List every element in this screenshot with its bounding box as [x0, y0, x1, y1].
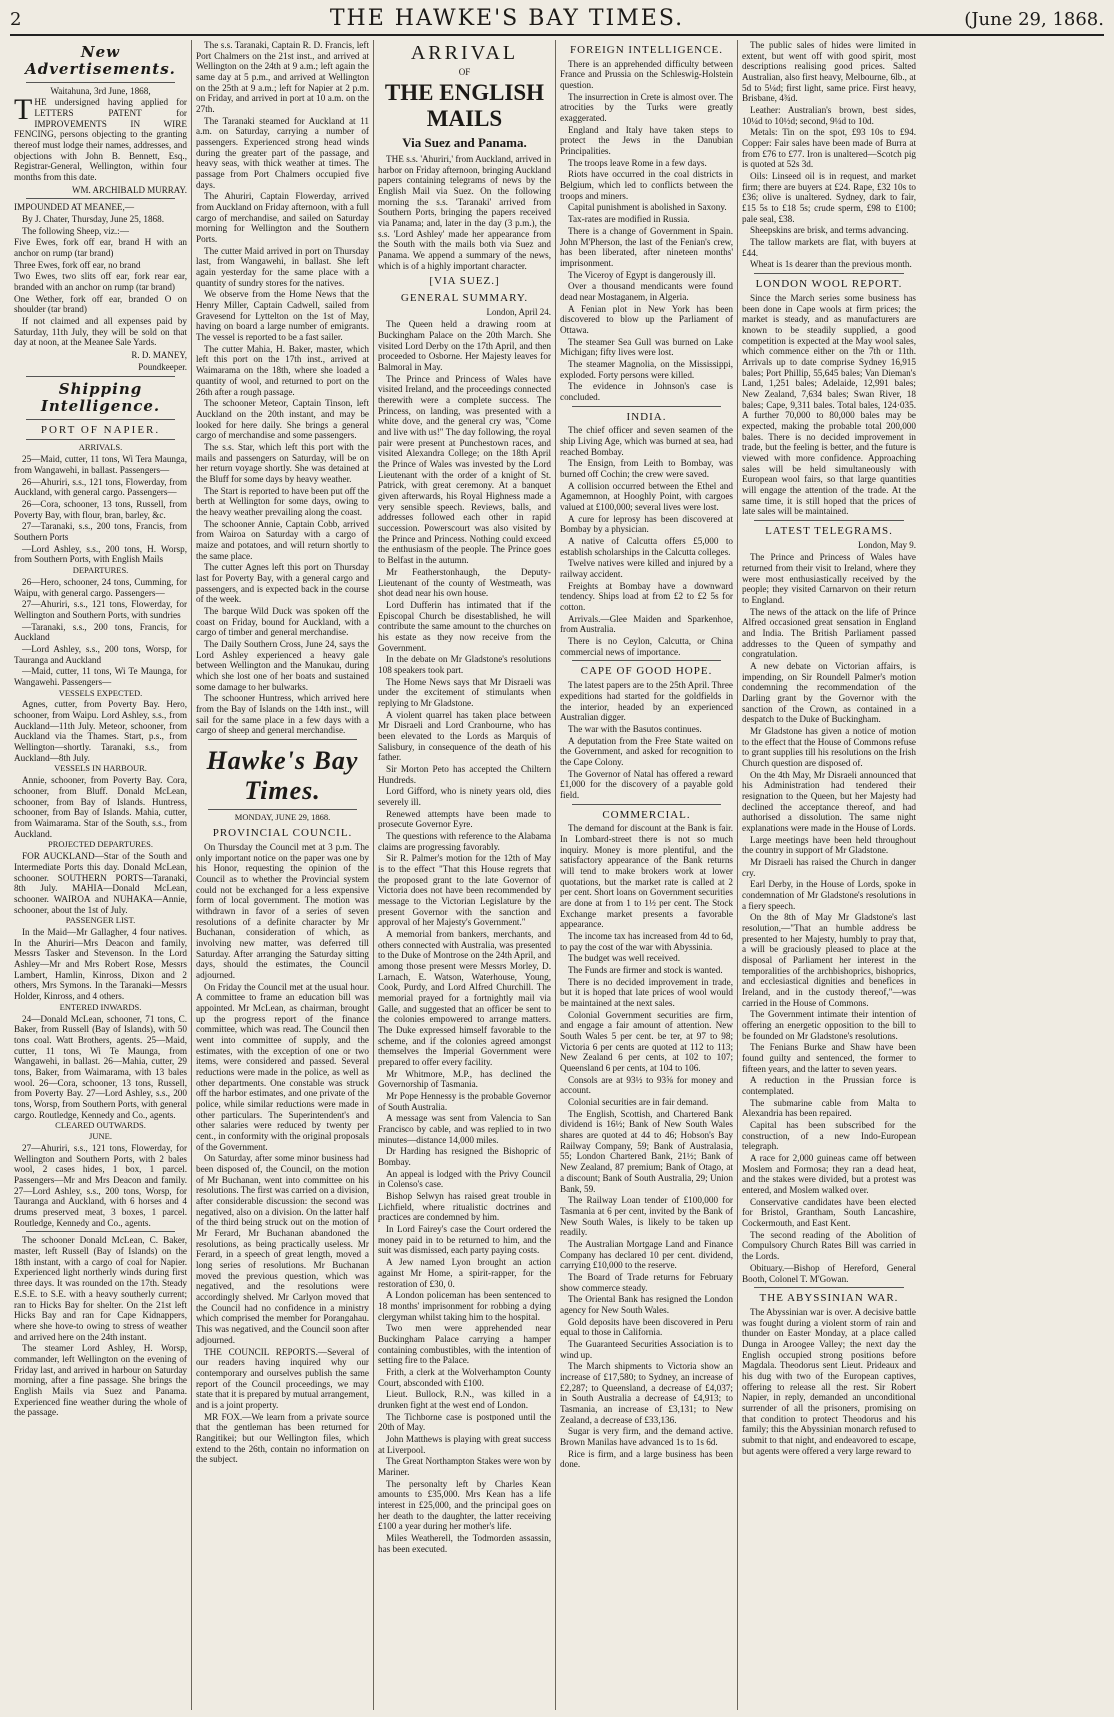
commercial-paragraph: Gold deposits have been discovered in Peru equal to those in California.	[560, 1316, 733, 1338]
commercial-paragraph: The income tax has increased from 4d to 6d, to pay the cost of the war with Abyssinia.	[560, 931, 733, 952]
council-paragraph: On Friday the Council met at the usual hour. A committee to frame an education bill was appointed. Mr McLean, as chairman, brought up the progress report of the finance committee, which was read. The Council then went into committee of supply, and the estimates, with the exception of one or two items, were considered and passed. Several reductions were made in the police, as well as other departments. One constable was struck off the harbor estimates, and one private of the police, while similar reductions were made in other particulars. The Superintendent's and other salaries were reduced by twenty per cent., in conformity with the original proposals of the Government.	[196, 981, 369, 1152]
column-5	[738, 40, 920, 1710]
ad-patent-text	[14, 93, 187, 183]
market-paragraph: Leather: Australian's brown, best sides, 10¼d to 10½d; second, 9¼d to 10d.	[742, 105, 916, 126]
commercial-paragraph: The English, Scottish, and Chartered Bank dividend is 16½; Bank of New South Wales shares are quoted at 44 to 46; Hobson's Bay Railway Company, 59; Bank of Australasia, 55; London Chartered Bank, 21½; Bank of New Zealand, 87 premium; Bank of Otago, at a discount; Bank of South Australia, 29; Union Bank, 59.	[560, 1108, 733, 1194]
telegram-paragraph: The Government intimate their intention of offering an energetic opposition to the bill to be founded on Mr Gladstone's resolutions.	[742, 1009, 916, 1041]
projected-list: FOR AUCKLAND—Star of the South and Intermediate Ports this day. Donald McLean, schooner. SOUTHERN PORTS—Taranaki, 8th July. MAHIA—Donald McLean, schooner. WAIROA and NUHAKA—Annie, schooner, about the 1st of July.	[14, 851, 187, 915]
news-paragraph: Lieut. Bullock, R.N., was killed in a drunken fight at the west end of London.	[378, 1389, 551, 1410]
council-paragraph: THE COUNCIL REPORTS.—Several of our readers having inquired why our contemporary and ourselves publish the same report of the Council proceedings, we may state that it is prepared by mutual arrangement, and is a joint property.	[196, 1346, 369, 1410]
wool-report-heading: LONDON WOOL REPORT.	[755, 278, 903, 291]
news-paragraph: John Matthews is playing with great success at Liverpool.	[378, 1433, 551, 1455]
divider	[26, 1231, 175, 1232]
ad-signature: WM. ARCHIBALD MURRAY.	[71, 184, 187, 195]
council-heading: PROVINCIAL COUNCIL.	[212, 827, 353, 840]
news-paragraph: Lord Dufferin has intimated that if the Episcopal Church be disestablished, he will contribute the same amount to the churches on his estate as they now receive from the Government.	[378, 599, 551, 653]
ad-dateline: Waitahuna, 3rd June, 1868,	[50, 85, 151, 96]
india-paragraph: Freights at Bombay have a downward tendency. Ships load at from £2 to £2 5s for cotton.	[560, 580, 733, 613]
impound-by: By J. Chater, Thursday, June 25, 1868.	[22, 213, 165, 224]
telegram-paragraph: A new debate on Victorian affairs, is impending, on Sir Roundell Palmer's motion condemning the recommendation of the Darling grant by the Governor with the sanction of the Crown, as contained in a despatch to the Duke of Buckingham.	[742, 660, 916, 725]
india-paragraph: There is no Ceylon, Calcutta, or China commercial news of importance.	[560, 636, 733, 657]
poundkeeper-name: R. D. MANEY,	[131, 350, 187, 360]
cape-paragraph: The war with the Basutos continues.	[568, 723, 702, 734]
telegram-paragraph: Conservative candidates have been elected for Bristol, Grantham, South Lancashire, Cockermouth, and East Kent.	[742, 1196, 916, 1229]
commercial-paragraph: The Australian Mortgage Land and Finance Company has declared 10 per cent. dividend, carrying £10,000 to the reserve.	[560, 1238, 733, 1271]
ads-heading: New Advertisements.	[25, 43, 176, 79]
departure-entry: 27—Ahuriri, s.s., 121 tons, Flowerday, for Wellington and Southern Ports, with sundries	[14, 599, 187, 620]
departure-entry: —Lord Ashley, s.s., 200 tons, Worsp, for Tauranga and Auckland	[14, 643, 187, 665]
foreign-paragraph: The steamer Sea Gull was burned on Lake Michigan; fifty lives were lost.	[560, 336, 733, 358]
expected-list: Agnes, cutter, from Poverty Bay. Hero, schooner, from Waipu. Lord Ashley, s.s., from Auckland—11th July. Meteor, schooner, from Auckland via the Thames. Start, p.s., from Wellington—shortly. Taranaki, s.s., from Auckland—8th July.	[14, 699, 187, 763]
newspaper-title: THE HAWKE'S BAY TIMES.	[329, 6, 685, 31]
shipping-paragraph: The barque Wild Duck was spoken off the coast on Friday, bound for Auckland, with a cargo of timber and general merchandise.	[196, 605, 369, 638]
column-4	[556, 40, 738, 1710]
india-paragraph: Arrivals.—Glee Maiden and Sparkenhoe, from Australia.	[560, 613, 733, 635]
telegram-paragraph: Obituary.—Bishop of Hereford, General Booth, Colonel T. M'Gowan.	[742, 1262, 916, 1284]
commercial-paragraph: The Railway Loan tender of £100,000 for Tasmania at 6 per cent, invited by the Bank of New South Wales, is likely to be taken up readily.	[560, 1195, 733, 1238]
telegram-paragraph: Capital has been subscribed for the construction, of a new Indo-European telegraph.	[742, 1120, 916, 1152]
foreign-paragraph: The troops leave Rome in a few days.	[568, 157, 707, 168]
drop-cap: T	[14, 93, 33, 127]
editorial-date: MONDAY, JUNE 29, 1868.	[234, 812, 331, 823]
arrival-heading: ARRIVAL	[410, 42, 519, 64]
column-3	[374, 40, 556, 1710]
telegram-paragraph: A reduction in the Prussian force is contemplated.	[742, 1075, 916, 1097]
column-2	[192, 40, 374, 1710]
foreign-paragraph: A Fenian plot in New York has been discovered to blow up the Parliament of Ottawa.	[560, 303, 733, 335]
shipping-paragraph: The cutter Mahia, H. Baker, master, which left this port on the 17th inst., arrived at Waimarama on the 18th, where she loaded a quantity of wool, and returned to port on the 26th after a rough passage.	[196, 343, 369, 397]
foreign-paragraph: The evidence in Johnson's case is concluded.	[560, 381, 733, 402]
telegram-paragraph: Large meetings have been held throughout the country in support of Mr Gladstone.	[742, 834, 916, 856]
news-paragraph: Two men were apprehended near Buckingham Palace carrying a hamper containing combustibles, with the intention of setting fire to the Palace.	[378, 1323, 551, 1366]
council-paragraph: MR FOX.—We learn from a private source that the gentleman has been returned for Rangitikei; but our Wellington files, which extend to the 26th, contain no information on the subject.	[196, 1411, 369, 1465]
commercial-paragraph: Consols are at 93½ to 93⅝ for money and account.	[560, 1074, 733, 1096]
commercial-paragraph: The demand for discount at the Bank is fair. In Lombard-street there is not so much inquiry. Money is more plentiful, and the satisfactory appearance of the Bank returns will tend to make brokers work at lower quotations, but the market rate is called at 2 per cent. Short loans on Government securities are done at from 1 to 1½ per cent. The Stock Exchange market presents a favorable appearance.	[560, 823, 733, 930]
news-paragraph: The Home News says that Mr Disraeli was under the excitement of stimulants when replying to Mr Gladstone.	[378, 676, 551, 708]
news-paragraph: The Queen held a drawing room at Buckingham Palace on the 20th March. She visited Lord Derby on the 17th April, and then proceeded to Osborne. Her Majesty leaves for Balmoral in May.	[378, 319, 551, 373]
poundkeeper-title: Poundkeeper.	[138, 362, 187, 373]
news-paragraph: Miles Weatherell, the Todmorden assassin, has been executed.	[378, 1532, 551, 1554]
ad-patent-body: HE undersigned having applied for LETTERS PATENT for IMPROVEMENTS IN WIRE FENCING, persons objecting to the granting thereof must lodge their names, addresses, and objections with John B. Bennett, Esq., Registrar-General, Wellington, within four months from this date.	[14, 97, 187, 183]
shipping-paragraph: The schooner Huntress, which arrived here from the Bay of Islands on the 14th inst., will sail for the same place in a few days with a cargo of sheep and general merchandise.	[196, 693, 369, 736]
market-paragraph: The public sales of hides were limited in extent, but went off with good spirit, most descriptions realising good prices. Salted Australian, also first heavy, Melbourne, 6lb., at 5d to 5¼d; first light, same price. First heavy, Brisbane, 4¾d.	[742, 40, 916, 104]
news-paragraph: A violent quarrel has taken place between Mr Disraeli and Lord Cranbourne, who has been elevated to the Lords as Marquis of Salisbury, in consequence of the death of his father.	[378, 709, 551, 763]
market-paragraph: The tallow markets are flat, with buyers at £44.	[742, 237, 916, 258]
commercial-paragraph: The Guaranteed Securities Association is to wind up.	[560, 1338, 733, 1360]
divider	[26, 376, 175, 377]
divider	[572, 406, 721, 407]
news-paragraph: The Tichborne case is postponed until the 20th of May.	[378, 1411, 551, 1433]
india-paragraph: A native of Calcutta offers £5,000 to establish scholarships in the Calcutta colleges.	[560, 536, 733, 557]
news-paragraph: Sir Morton Peto has accepted the Chiltern Hundreds.	[378, 763, 551, 785]
india-paragraph: The chief officer and seven seamen of the ship Living Age, which was burned at sea, had reached Bombay.	[560, 425, 733, 457]
council-paragraph: On Saturday, after some minor business had been disposed of, the Council, on the motion of Mr Buchanan, went into committee on his resolutions. The first was carried on a division, after considerable discussion: the second was negatived, also on a division. On the latter half of the third being struck out on the motion of Mr Ferard, Mr Buchanan abandoned the resolutions, as being practically useless. Mr Ferard, in a speech of great length, moved a long series of resolutions. Mr Buchanan moved the previous question, which was negatived, and the resolutions were accordingly shelved. Mr Carlyon moved that the Council had no confidence in a ministry which comprised the member for Porangahau. This was negatived, and the Council soon after adjourned.	[196, 1153, 369, 1345]
india-paragraph: Twelve natives were killed and injured by a railway accident.	[560, 558, 733, 580]
arrivals-heading: ARRIVALS.	[78, 442, 123, 453]
editorial-nameplate: Hawke's Bay Times.	[206, 746, 359, 806]
news-paragraph: Dr Harding has resigned the Bishopric of Bombay.	[378, 1146, 551, 1168]
market-paragraph: Oils: Linseed oil is in request, and market firm; there are buyers at £24. Rape, £32 10s to £36; olive is unaltered. Sydney, dark to fair, £15 5s to £18 5s; crude sperm, £98 to £100; pale seal, £38.	[742, 171, 916, 224]
entered-list: 24—Donald McLean, schooner, 71 tons, C. Baker, from Russell (Bay of Islands), with 50 tons coal. Watt Brothers, agents. 25—Maid, cutter, 11 tons, Wi Te Maunga, from Wangawehi, in ballast. 26—Mahia, cutter, 29 tons, Baker, from Waimarama, with 13 bales wool. 26—Cora, schooner, 13 tons, Russell, from Poverty Bay. 27—Lord Ashley, s.s., 200 tons, Worsp, from Southern Ports, with general cargo. Routledge, Kennedy and Co., agents.	[14, 1013, 187, 1120]
telegram-paragraph: On the 8th of May Mr Gladstone's last resolution,—"That an humble address be presented to her Majesty, humbly to pray that, a will be graciously pleased to place at the disposal of Parliament her interest in the temporalities of the archbishoprics, bishoprics, and ecclesiastical dignities and benefices in Ireland, and in the custody thereof,"—was carried in the House of Commons.	[742, 912, 916, 1008]
commercial-paragraph: There is no decided improvement in trade, but it is hoped that late prices of wool would be maintained at the next sales.	[560, 976, 733, 1009]
expected-heading: VESSELS EXPECTED.	[58, 687, 143, 698]
passenger-heading: PASSENGER LIST.	[65, 915, 136, 926]
commercial-paragraph: Colonial Government securities are firm, and engage a fair amount of attention. New South Wales 5 per cent. be ter, at 97 to 98; Victoria 6 per cents are quoted at 112 to 113; New Zealand 6 per cents, at 102 to 107; Queensland 6 per cents, at 104 to 106.	[560, 1009, 733, 1074]
arrival-of: OF	[458, 67, 471, 78]
telegram-paragraph: Mr Gladstone has given a notice of motion to the effect that the House of Commons refuse to grant supplies till his resolutions on the Irish Church question are disposed of.	[742, 725, 916, 768]
market-paragraph: Sheepskins are brisk, and terms advancing.	[750, 225, 909, 236]
telegram-paragraph: The second reading of the Abolition of Compulsory Church Rates Bill was carried in the Lords.	[742, 1229, 916, 1262]
shipping-heading: Shipping Intelligence.	[40, 379, 161, 416]
divider	[572, 804, 721, 805]
news-paragraph: Sir R. Palmer's motion for the 12th of May is to the effect "That this House regrets that the proposed grant to the late Governor of Victoria does not have been recommended by message to the Victorian Legislature by the present Governor with the sanction and approval of her Majesty's Government."	[378, 853, 551, 928]
summary-heading: GENERAL SUMMARY.	[400, 292, 529, 305]
port-heading: PORT OF NAPIER.	[40, 423, 161, 436]
departure-entry: —Taranaki, s.s., 200 tons, Francis, for Auckland	[14, 621, 187, 643]
telegram-paragraph: Earl Derby, in the House of Lords, spoke in condemnation of Mr Gladstone's resolutions in a fiery speech.	[742, 879, 916, 911]
masthead	[10, 6, 1104, 36]
columns	[10, 40, 1104, 1710]
shipping-paragraph: The cutter Agnes left this port on Thursday last for Poverty Bay, with a general cargo and passengers, and is expected back in the course of the week.	[196, 562, 369, 605]
suez-heading: [VIA SUEZ.]	[429, 275, 500, 288]
foreign-paragraph: There is an apprehended difficulty between France and Prussia on the Schleswig-Holstein question.	[560, 58, 733, 91]
foreign-paragraph: England and Italy have taken steps to protect the Jews in the Danubian Principalities.	[560, 124, 733, 157]
telegram-paragraph: The submarine cable from Malta to Alexandria has been repaired.	[742, 1097, 916, 1119]
mail-intro: THE s.s. 'Ahuriri,' from Auckland, arrived in harbor on Friday afternoon, bringing Auckland papers containing telegrams of news by the English Mail via Suez. On the following morning the s.s. 'Taranaki' arrived from Southern Ports, bringing the papers received via Panama; and, later in the day (3 p.m.), the s.s. 'Lord Ashley' made her appearance from the South with the mails both via Suez and Panama. We append a summary of the news, which is of a highly important character.	[378, 154, 551, 271]
news-paragraph: Mr Featherstonhaugh, the Deputy-Lieutenant of the county of Westmeath, was shot dead near his own house.	[378, 566, 551, 599]
impound-item: Five Ewes, fork off ear, brand H with an anchor on rump (tar brand)	[14, 237, 187, 258]
india-paragraph: A cure for leprosy has been discovered at Bombay by a physician.	[560, 513, 733, 535]
foreign-paragraph: The steamer Magnolia, on the Mississippi, exploded. Forty persons were killed.	[560, 358, 733, 380]
route-heading: Via Suez and Panama.	[402, 134, 527, 150]
commercial-paragraph: The Oriental Bank has resigned the London agency for New South Wales.	[560, 1294, 733, 1315]
news-paragraph: The questions with reference to the Alabama claims are progressing favorably.	[378, 830, 551, 852]
shipping-paragraph: The Start is reported to have been put off the berth at Wellington for some days, owing to the heavy weather prevailing along the coast.	[196, 485, 369, 517]
impound-item: Two Ewes, two slits off ear, fork rear ear, branded with an anchor on rump (tar brand)	[14, 271, 187, 292]
telegram-paragraph: A race for 2,000 guineas came off between Moslem and Formosa; they ran a dead heat, and the stakes were divided, but a protest was entered, and Moslem walked over.	[742, 1153, 916, 1196]
news-paragraph: In Lord Fairey's case the Court ordered the money paid in to be returned to him, and the suit was dismissed, each party paying costs.	[378, 1224, 551, 1256]
india-paragraph: A collision occurred between the Ethel and Agamemnon, at Hooghly Point, with cargoes valued at £100,000; several lives were lost.	[560, 480, 733, 513]
arrival-entry: 26—Ahuriri, s.s., 121 tons, Flowerday, from Auckland, with general cargo. Passengers—	[14, 476, 187, 498]
shipping-paragraph: The cutter Maid arrived in port on Thursday last, from Wangawehi, in ballast. She left again yesterday for the same place with a quantity of sundry stores for the natives.	[196, 245, 369, 288]
telegram-paragraph: The Fenians Burke and Shaw have been found guilty and sentenced, the former to fifteen years, and the latter to seven years.	[742, 1042, 916, 1074]
arrival-entry: 25—Maid, cutter, 11 tons, Wi Tera Maunga, from Wangawehi, in ballast. Passengers—	[14, 454, 187, 475]
foreign-paragraph: There is a change of Government in Spain. John M'Pherson, the last of the Fenian's crew, has been liberated, after nineteen months' imprisonment.	[560, 225, 733, 268]
divider	[26, 419, 175, 420]
market-paragraph: Metals: Tin on the spot, £93 10s to £94. Copper: Fair sales have been made of Burra at from £76 to £77. Iron is unaltered—Scotch pig is quoted at 52s 3d.	[742, 127, 916, 170]
foreign-paragraph: Capital punishment is abolished in Saxony.	[568, 202, 727, 213]
foreign-paragraph: The insurrection in Crete is almost over. The atrocities by the Turks were greatly exaggerated.	[560, 91, 733, 124]
news-paragraph: A memorial from bankers, merchants, and others connected with Australia, was presented to the Duke of Montrose on the 24th April, and among those present were Messrs Morley, D. Larnach, E. Watson, Waterhouse, Young, Cook, Purdy, and Lord Alfred Churchill. The memorial prayed for a fortnightly mail via Galle, and suggested that an officer be sent to the colonies empowered to arrange matters. The Duke expressed himself favorable to the scheme, and if the colonies agreed amongst themselves the Imperial Government were prepared to offer every facility.	[378, 929, 552, 1068]
news-paragraph: Lord Gifford, who is ninety years old, dies severely ill.	[378, 786, 551, 807]
cleared-month: JUNE.	[89, 1131, 112, 1142]
foreign-heading: FOREIGN INTELLIGENCE.	[570, 44, 723, 56]
commercial-paragraph: The Funds are firmer and stock is wanted.	[568, 965, 723, 976]
divider	[754, 273, 904, 274]
harbour-heading: VESSELS IN HARBOUR.	[54, 763, 147, 774]
news-paragraph: An appeal is lodged with the Privy Council in Colenso's case.	[378, 1168, 551, 1190]
news-paragraph: A London policeman has been sentenced to 18 months' imprisonment for robbing a dying clergyman whilst taking him to the hospital.	[378, 1290, 551, 1322]
news-paragraph: The Great Northampton Stakes were won by Mariner.	[378, 1456, 551, 1477]
english-mails-heading: THE ENGLISH MAILS	[384, 79, 545, 132]
divider	[26, 82, 175, 83]
harbour-list: Annie, schooner, from Poverty Bay. Cora, schooner, from Bluff. Donald McLean, schooner, from Bay of Islands. Huntress, schooner, from Bay of Islands. Mahia, cutter, from Waimarama. Star of the South, s.s., from Auckland.	[14, 775, 187, 839]
departure-entry: 26—Hero, schooner, 24 tons, Cumming, for Waipu, with general cargo. Passengers—	[14, 576, 187, 598]
shipping-paragraph: We observe from the Home News that the Henry Miller, Captain Cadwell, sailed from Gravesend for Lyttelton on the 1st of May, having on board a large number of emigrants. The vessel is reported to be a fast sailer.	[196, 289, 369, 343]
telegram-paragraph: On the 4th May, Mr Disraeli announced that his Administration had tendered their resignation to the Queen, but her Majesty had declined the acceptance thereof, and had authorised a dissolution. The same night explanations were made in the House of Lords.	[742, 769, 916, 833]
news-paragraph: Bishop Selwyn has raised great trouble in Lichfield, where ritualistic doctrines and practices are condemned by him.	[378, 1191, 551, 1223]
shipping-paragraph: The Daily Southern Cross, June 24, says the Lord Ashley experienced a heavy gale between Wellington and the Manukau, during which she lost one of her boats and sustained some damage to her bulwarks.	[196, 638, 369, 692]
page-number: 2	[10, 9, 22, 30]
divider	[208, 809, 357, 810]
cleared-list: 27—Ahuriri, s.s., 121 tons, Flowerday, for Wellington and Southern Ports, with 2 bales wool, 2 cases hides, 1 box, 1 parcel. Passengers—Mr and Mrs Deacon and family. 27—Lord Ashley, s.s., 200 tons, Worsp, for Tauranga and Auckland, with 6 horses and 4 drums preserved meat, 3 boxes, 1 parcel. Routledge, Kennedy and Co., agents.	[14, 1143, 187, 1228]
divider	[754, 520, 904, 521]
cape-paragraph: The Governor of Natal has offered a reward £1,000 for the discovery of a payable gold field.	[560, 768, 733, 800]
arrival-entry: 27—Taranaki, s.s., 200 tons, Francis, from Southern Ports	[14, 521, 187, 542]
wool-paragraph: Since the March series some business has been done in Cape wools at firm prices; the market is steady, and as manufacturers are known to be steadily supplied, a good competition is expected at the May wool sales, which commence either on the 7th or 11th. Arrivals up to date comprise Sydney 16,915 bales; Port Phillip, 55,645 bales; Van Dieman's Land, 1,251 bales; Adelaide, 12,991 bales; New Zealand, 7,634 bales; Swan River, 18 bales; Cape, 9,311 bales. Total bales, 124·035. A further 70,000 to 80,000 bales may be expected, making the probable total 200,000 bales. There is no decided improvement in trade, but the feeling is better, and the future is viewed with more confidence. Approaching sales will be held simultaneously with European wool fairs, so that large quantities will engage the attention of the trade. At the same time, it is still hoped that the prices of late sales will be maintained.	[742, 292, 916, 517]
foreign-paragraph: The Viceroy of Egypt is dangerously ill.	[568, 269, 716, 280]
commercial-paragraph: Colonial securities are in fair demand.	[568, 1097, 709, 1108]
news-paragraph: A Jew named Lyon brought an action against Mr Home, a spirit-rapper, for the restoration of £30, 0.	[378, 1257, 551, 1289]
dateline: London, April 24.	[486, 306, 551, 317]
news-paragraph: The Prince and Princess of Wales have visited Ireland, and the proceedings connected therewith were a complete success. The Princess, on landing, was presented with a white dove, and the general cry was, "Come and live with us!" The day following, the royal pair were present at Punchestown races, and visited Alexandra College; on the 18th April the Prince of Wales was invested by the Lord Lieutenant with the order of a knight of St. Patrick, with great ceremony. At a banquet given afterwards, his Royal Highness made a very sensible speech. Reviews, balls, and addresses followed each other in rapid succession. Powerscourt was also visited by the Prince and Princess. Nothing could exceed the enthusiasm of the people. The Prince goes to Belfast in the autumn.	[378, 373, 551, 566]
news-paragraph: The personalty left by Charles Kean amounts to £35,000. Mrs Kean has a life interest in £25,000, and the principal goes on her death to the daughter, the latter receiving £100 a year during her mother's life.	[378, 1478, 551, 1532]
commercial-paragraph: The budget was well received.	[568, 953, 680, 964]
arrival-entry: —Lord Ashley, s.s., 200 tons, H. Worsp, from Southern Ports, with English Mails	[14, 543, 187, 565]
issue-date: (June 29, 1868.	[964, 9, 1104, 30]
india-paragraph: The Ensign, from Leith to Bombay, was burned off Cochin; the crew were saved.	[560, 458, 733, 480]
shipping-paragraph: The schooner Annie, Captain Cobb, arrived from Wairoa on Saturday with a cargo of maize and potatoes, and will return shortly to the same place.	[196, 518, 369, 561]
shipping-paragraph: The schooner Meteor, Captain Tinson, left Auckland on the 20th instant, and may be looked for here daily. She brings a general cargo of merchandise and some passengers.	[196, 398, 369, 441]
telegram-paragraph: The Prince and Princess of Wales have returned from their visit to Ireland, where they were most enthusiastically received by the people; they visited Carnarvon on their return to England.	[742, 552, 916, 605]
divider	[26, 198, 175, 199]
foreign-paragraph: Tax-rates are modified in Russia.	[568, 214, 690, 225]
divider	[26, 439, 175, 440]
market-paragraph: Wheat is 1s dearer than the previous month.	[750, 259, 912, 270]
news-paragraph: In the debate on Mr Gladstone's resolutions 108 speakers took part.	[378, 654, 551, 675]
commercial-heading: COMMERCIAL.	[602, 808, 691, 821]
cape-heading: CAPE OF GOOD HOPE.	[580, 665, 713, 678]
shipping-paragraph: The steamer Lord Ashley, H. Worsp, commander, left Wellington on the evening of Friday last, and arrived in harbour on Saturday morning, after a fine passage. She brings the English Mails via Suez and Panama. Experienced fine weather during the whole of the passage.	[14, 1343, 187, 1418]
council-paragraph: On Thursday the Council met at 3 p.m. The only important notice on the paper was one by his Honor, requesting the opinion of the Council as to whether the Provincial system could not be exchanged for a less expensive form of local government. The motion was withdrawn in favor of a series of seven resolutions of a definite character by Mr Buchanan, consideration of which, as involving new matter, was deferred till Saturday. After arranging the Saturday sitting days, should the estimates, the Council adjourned.	[196, 841, 369, 980]
telegrams-dateline: London, May 9.	[858, 539, 916, 550]
shipping-paragraph: The Taranaki steamed for Auckland at 11 a.m. on Saturday, carrying a number of passengers. Experienced strong head winds during the greater part of the passage, and heavy seas, with thick weather at times. The passage from Port Chalmers occupied five days.	[196, 115, 369, 190]
departures-heading: DEPARTURES.	[72, 564, 129, 575]
commercial-paragraph: The Board of Trade returns for February show commerce steady.	[560, 1271, 733, 1293]
shipping-paragraph: The Ahuriri, Captain Flowerday, arrived from Auckland on Friday afternoon, with a full cargo of merchandise, and sailed on Saturday morning for Wellington and the Southern Ports.	[196, 191, 369, 245]
arrival-entry: 26—Cora, schooner, 13 tons, Russell, from Poverty Bay, with flour, bran, barley, &c.	[14, 498, 187, 520]
divider	[572, 660, 721, 661]
commercial-paragraph: Sugar is very firm, and the demand active. Brown Manilas have advanced 1s to 1s 6d.	[560, 1426, 733, 1447]
news-paragraph: Frith, a clerk at the Wolverhampton County Court, absconded with £100.	[378, 1366, 551, 1388]
divider	[754, 1287, 904, 1288]
news-paragraph: Renewed attempts have been made to prosecute Governor Eyre.	[378, 808, 551, 830]
shipping-paragraph: The s.s. Star, which left this port with the mails and passengers on Saturday, will be on her return voyage shortly. She was detained at the Bluff for some days by heavy weather.	[196, 441, 369, 484]
shipping-paragraph: The s.s. Taranaki, Captain R. D. Francis, left Port Chalmers on the 21st inst., and arrived at Wellington on the 24th at 9 a.m.; left again the same day at 5 p.m., and arrived at Wellington on the 25th at 9 a.m.; left for Napier at 2 p.m. on Friday, and arrived in port at 10 a.m. on the 27th.	[196, 40, 369, 115]
cleared-heading: CLEARED OUTWARDS.	[55, 1120, 146, 1131]
projected-heading: PROJECTED DEPARTURES.	[48, 839, 153, 850]
news-paragraph: Mr Whitmore, M.P., has declined the Governorship of Tasmania.	[378, 1068, 551, 1090]
cape-paragraph: A deputation from the Free State waited on the Government, and asked for recognition to the Cape Colony.	[560, 735, 733, 767]
passenger-list: In the Maid—Mr Gallagher, 4 four natives. In the Ahuriri—Mrs Deacon and family, Messrs Tasker and Stevenson. In the Lord Ashley—Mr and Mrs Robert Rose, Messrs Lambert, Hamlin, Kinross, Dixon and 2 others, Mrs Symons. In the Taranaki—Messrs Holder, Kinross, and 4 others.	[14, 927, 187, 1002]
telegrams-heading: LATEST TELEGRAMS.	[765, 524, 893, 537]
abyssinian-war-heading: THE ABYSSINIAN WAR.	[759, 1292, 899, 1305]
news-paragraph: Mr Pope Hennessy is the probable Governor of South Australia.	[378, 1091, 551, 1112]
news-paragraph: A message was sent from Valencia to San Francisco by cable, and was replied to in two minutes—distance 14,000 miles.	[378, 1113, 551, 1145]
departure-entry: —Maid, cutter, 11 tons, Wi Te Maunga, for Wangawehi. Passengers—	[14, 666, 187, 687]
shipping-paragraph: The schooner Donald McLean, C. Baker, master, left Russell (Bay of Islands) on the 18th instant, with a cargo of coal for Napier. Experienced light northerly winds during first three days. It was rounded on the 17th. Steady E.S.E. to S.E. with a heavy southerly current; ran to Hicks Bay for shelter. On the 21st left Hicks Bay and ran for Cape Kidnappers, where she hove-to owing to stress of weather and arrived here on the 24th instant.	[14, 1235, 187, 1342]
impound-item: Three Ewes, fork off ear, no brand	[14, 259, 141, 270]
impound-item: One Wether, fork off ear, branded O on shoulder (tar brand)	[14, 293, 187, 315]
foreign-paragraph: Over a thousand mendicants were found dead near Mostaganem, in Algeria.	[560, 281, 733, 302]
impound-heading: IMPOUNDED AT MEANEE,—	[14, 202, 135, 213]
impound-notice: If not claimed and all expenses paid by Saturday, 11th July, they will be sold on that day at noon, at the Meanee Sale Yards.	[14, 315, 187, 348]
commercial-paragraph: Rice is firm, and a large business has been done.	[560, 1448, 733, 1470]
column-1	[10, 40, 192, 1710]
foreign-paragraph: Riots have occurred in the coal districts in Belgium, which led to conflicts between the troops and miners.	[560, 169, 733, 201]
telegram-paragraph: Mr Disraeli has raised the Church in danger cry.	[742, 856, 916, 878]
cape-paragraph: The latest papers are to the 25th April. Three expeditions had started for the goldfields in the interior, headed by an experienced Australian digger.	[560, 680, 733, 723]
india-heading: INDIA.	[626, 410, 667, 423]
commercial-paragraph: The March shipments to Victoria show an increase of £17,580; to Sydney, an increase of £2,287; to Queensland, a decrease of £4,037; in South Australia a decrease of £4,913; to Tasmania, an increase of £3,131; to New Zealand, a decrease of £33,136.	[560, 1361, 733, 1425]
entered-heading: ENTERED INWARDS.	[59, 1001, 142, 1012]
war-paragraph: The Abyssinian war is over. A decisive battle was fought during a violent storm of rain and thunder on Easter Monday, at a place called Dunga in Aroogee Valley; the next day the English occupied strong positions before Magdala. Theodorus sent Lieut. Prideaux and his dug with two of the European captives, offering to release all the rest. Sir Robert Napier, in reply, demanded an unconditional surrender of all the prisoners, promising on that condition to protect Theodorus and his family; this the Abyssinian monarch refused to submit to that night, and endeavored to escape, but agents were offered a very large reward to	[742, 1306, 916, 1456]
impound-lead: The following Sheep, viz.:—	[22, 225, 129, 236]
divider	[208, 739, 357, 740]
telegram-paragraph: The news of the attack on the life of Prince Alfred occasioned great sensation in England and India. The British Parliament passed addresses to the Queen of sympathy and congratulation.	[742, 606, 916, 660]
